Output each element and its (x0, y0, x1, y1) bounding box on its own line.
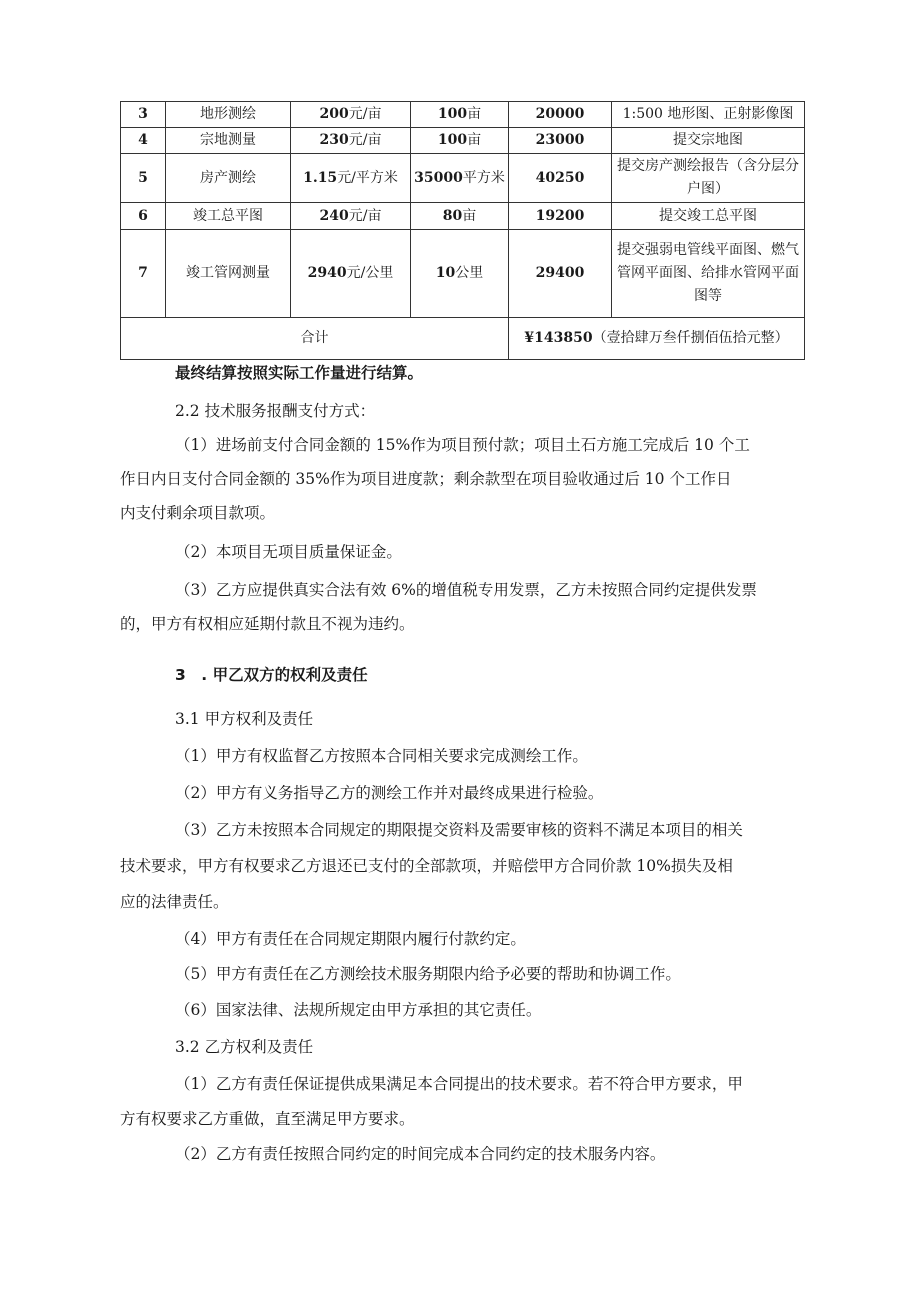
row-number: 5 (121, 154, 166, 203)
amount: 23000 (509, 128, 612, 154)
unit-price: 230元/亩 (291, 128, 411, 154)
section-2-2-title: 2.2 技术服务报酬支付方式： (175, 402, 376, 420)
row-number: 7 (121, 230, 166, 318)
fee-table (120, 101, 805, 360)
item-name: 竣工总平图 (166, 203, 291, 230)
row-number: 6 (121, 203, 166, 230)
party-a-clause-4: （4）甲方有责任在合同规定期限内履行付款约定。 (175, 930, 526, 948)
payment-clause-1-line-2: 作日内日支付合同金额的 35%作为项目进度款；剩余款型在项目验收通过后 10 个工作日 (120, 470, 732, 488)
party-b-clause-1-line-2: 方有权要求乙方重做，直至满足甲方要求。 (120, 1110, 415, 1128)
party-a-clause-2: （2）甲方有义务指导乙方的测绘工作并对最终成果进行检验。 (175, 784, 604, 802)
amount: 40250 (509, 154, 612, 203)
party-b-clause-1-line-1: （1）乙方有责任保证提供成果满足本合同提出的技术要求。若不符合甲方要求，甲 (175, 1075, 743, 1093)
deliverable: 提交竣工总平图 (612, 203, 805, 230)
section-3-2-title: 3.2 乙方权利及责任 (175, 1038, 314, 1056)
payment-clause-3-line-1: （3）乙方应提供真实合法有效 6%的增值税专用发票，乙方未按照合同约定提供发票 (175, 581, 757, 599)
amount: 19200 (509, 203, 612, 230)
unit-price: 200元/亩 (291, 102, 411, 128)
deliverable: 提交宗地图 (612, 128, 805, 154)
unit-price: 2940元/公里 (291, 230, 411, 318)
table-row (121, 102, 805, 128)
party-b-clause-2: （2）乙方有责任按照合同约定的时间完成本合同约定的技术服务内容。 (175, 1145, 666, 1163)
party-a-clause-3-line-2: 技术要求，甲方有权要求乙方退还已支付的全部款项，并赔偿甲方合同价款 10%损失及相 (120, 857, 733, 875)
deliverable: 1:500 地形图、正射影像图 (612, 102, 805, 128)
deliverable: 提交强弱电管线平面图、燃气管网平面图、给排水管网平面图等 (612, 230, 805, 318)
quantity: 35000平方米 (411, 154, 509, 203)
payment-clause-2: （2）本项目无项目质量保证金。 (175, 543, 402, 561)
quantity: 10公里 (411, 230, 509, 318)
quantity: 100亩 (411, 102, 509, 128)
party-a-clause-1: （1）甲方有权监督乙方按照本合同相关要求完成测绘工作。 (175, 747, 588, 765)
quantity: 80亩 (411, 203, 509, 230)
deliverable: 提交房产测绘报告（含分层分户图） (612, 154, 805, 203)
total-amount: ¥143850（壹拾肆万叁仟捌佰伍拾元整） (509, 318, 805, 360)
item-name: 宗地测量 (166, 128, 291, 154)
payment-clause-1-line-1: （1）进场前支付合同金额的 15%作为项目预付款；项目土石方施工完成后 10 个工 (175, 436, 750, 454)
quantity: 100亩 (411, 128, 509, 154)
payment-clause-1-line-3: 内支付剩余项目款项。 (120, 504, 276, 522)
unit-price: 240元/亩 (291, 203, 411, 230)
unit-price: 1.15元/平方米 (291, 154, 411, 203)
section-3-title: 3 . 甲乙双方的权利及责任 (175, 666, 368, 684)
total-label: 合计 (121, 318, 509, 360)
fee-table-container (120, 101, 804, 360)
item-name: 竣工管网测量 (166, 230, 291, 318)
row-number: 4 (121, 128, 166, 154)
total-row (121, 318, 805, 360)
party-a-clause-3-line-3: 应的法律责任。 (120, 893, 229, 911)
item-name: 地形测绘 (166, 102, 291, 128)
amount: 29400 (509, 230, 612, 318)
party-a-clause-5: （5）甲方有责任在乙方测绘技术服务期限内给予必要的帮助和协调工作。 (175, 965, 681, 983)
amount: 20000 (509, 102, 612, 128)
table-row (121, 203, 805, 230)
table-row (121, 154, 805, 203)
party-a-clause-3-line-1: （3）乙方未按照本合同规定的期限提交资料及需要审核的资料不满足本项目的相关 (175, 821, 743, 839)
table-row (121, 128, 805, 154)
party-a-clause-6: （6）国家法律、法规所规定由甲方承担的其它责任。 (175, 1001, 542, 1019)
final-settlement-note: 最终结算按照实际工作量进行结算。 (175, 364, 424, 382)
item-name: 房产测绘 (166, 154, 291, 203)
payment-clause-3-line-2: 的，甲方有权相应延期付款且不视为违约。 (120, 615, 415, 633)
table-row (121, 230, 805, 318)
row-number: 3 (121, 102, 166, 128)
section-3-1-title: 3.1 甲方权利及责任 (175, 710, 314, 728)
